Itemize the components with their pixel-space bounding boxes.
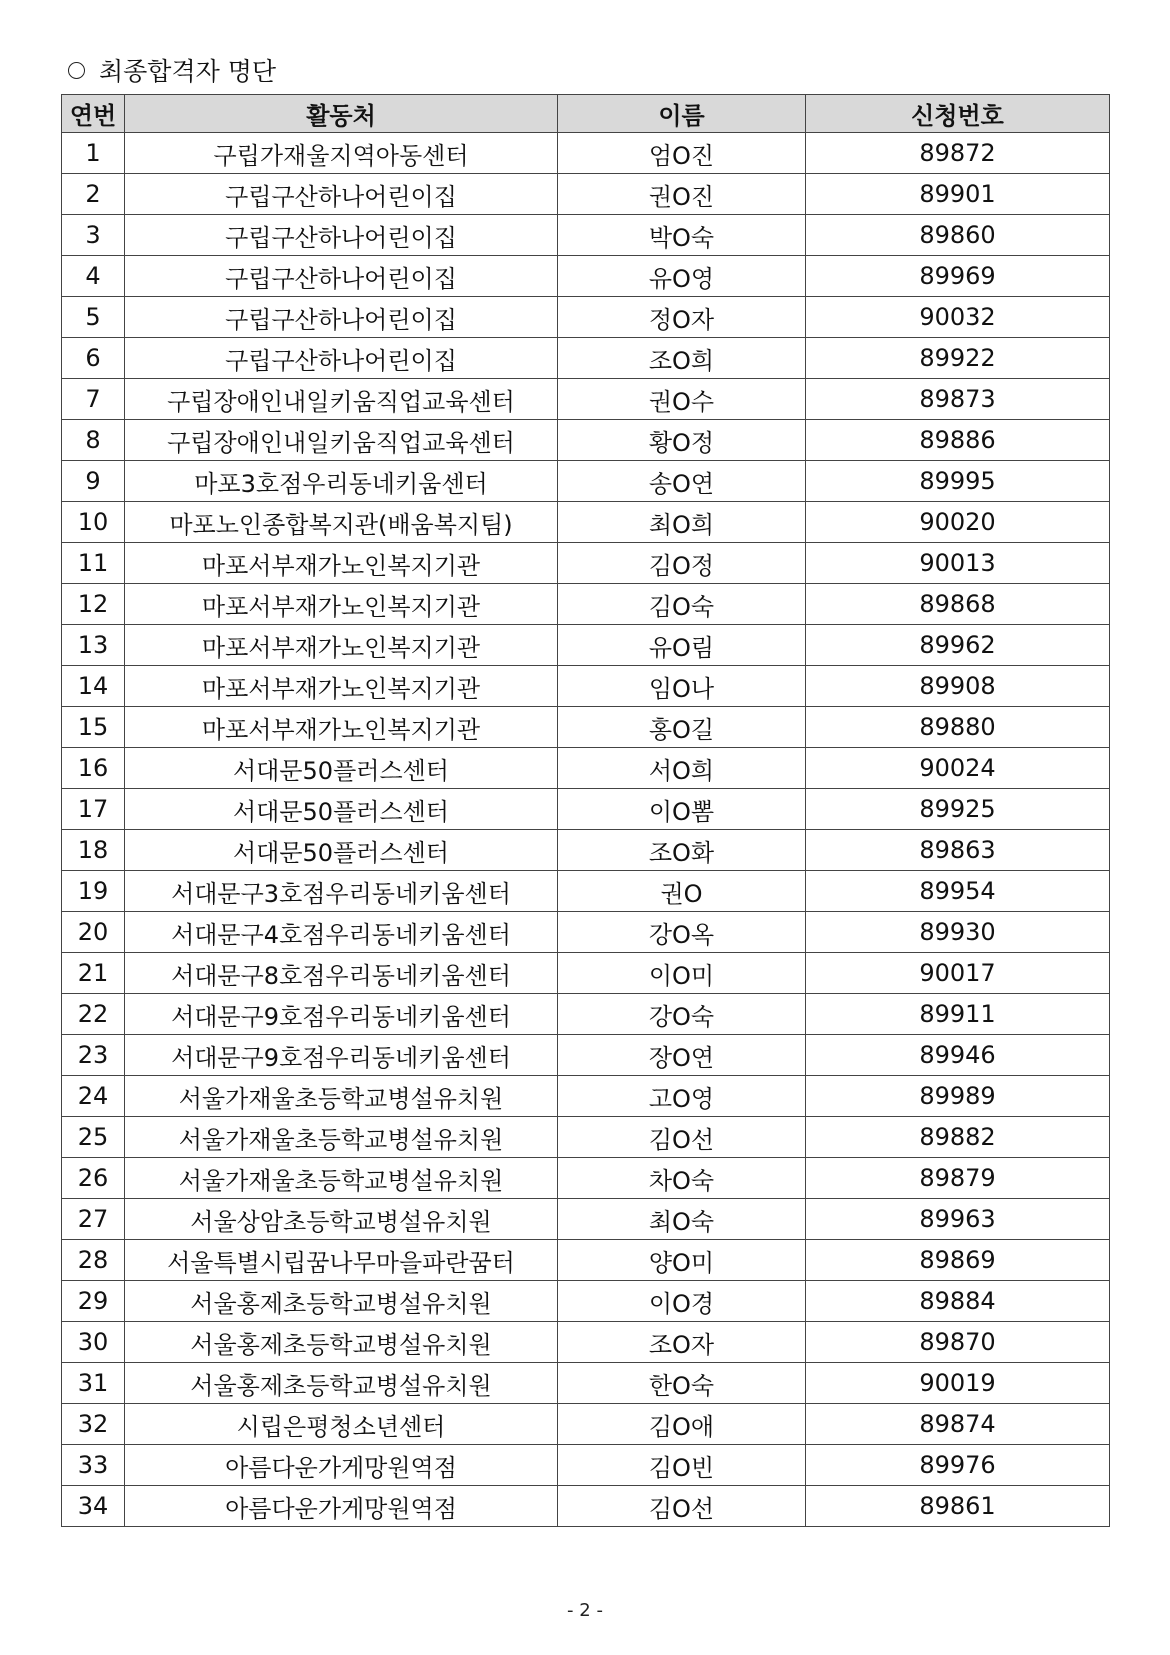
cell-name: 김O선 — [558, 1486, 806, 1527]
table-row — [62, 1445, 1110, 1486]
table-row — [62, 748, 1110, 789]
cell-name: 조O화 — [558, 830, 806, 871]
cell-name: 정O자 — [558, 297, 806, 338]
cell-number: 34 — [62, 1486, 125, 1527]
cell-name: 김O숙 — [558, 584, 806, 625]
cell-application-number: 89873 — [806, 379, 1110, 420]
cell-organization: 서대문50플러스센터 — [125, 789, 558, 830]
cell-number: 12 — [62, 584, 125, 625]
table-row — [62, 174, 1110, 215]
cell-organization: 서울가재울초등학교병설유치원 — [125, 1117, 558, 1158]
table-row — [62, 256, 1110, 297]
cell-name: 최O숙 — [558, 1199, 806, 1240]
cell-organization: 마포서부재가노인복지기관 — [125, 625, 558, 666]
table-row — [62, 953, 1110, 994]
cell-organization: 서울홍제초등학교병설유치원 — [125, 1281, 558, 1322]
cell-organization: 마포3호점우리동네키움센터 — [125, 461, 558, 502]
cell-organization: 구립장애인내일키움직업교육센터 — [125, 420, 558, 461]
cell-organization: 마포서부재가노인복지기관 — [125, 543, 558, 584]
cell-organization: 마포서부재가노인복지기관 — [125, 707, 558, 748]
cell-application-number: 89879 — [806, 1158, 1110, 1199]
cell-application-number: 90020 — [806, 502, 1110, 543]
cell-number: 16 — [62, 748, 125, 789]
cell-number: 2 — [62, 174, 125, 215]
cell-organization: 서대문구3호점우리동네키움센터 — [125, 871, 558, 912]
cell-number: 15 — [62, 707, 125, 748]
cell-application-number: 89884 — [806, 1281, 1110, 1322]
cell-organization: 마포서부재가노인복지기관 — [125, 584, 558, 625]
cell-application-number: 90024 — [806, 748, 1110, 789]
cell-organization: 시립은평청소년센터 — [125, 1404, 558, 1445]
cell-application-number: 89925 — [806, 789, 1110, 830]
table-row — [62, 1199, 1110, 1240]
cell-name: 장O연 — [558, 1035, 806, 1076]
cell-application-number: 89995 — [806, 461, 1110, 502]
cell-number: 3 — [62, 215, 125, 256]
cell-number: 1 — [62, 133, 125, 174]
final-list-table — [61, 94, 1110, 1527]
cell-organization: 구립구산하나어린이집 — [125, 174, 558, 215]
cell-number: 27 — [62, 1199, 125, 1240]
page-number: - 2 - — [567, 1600, 603, 1621]
cell-organization: 구립구산하나어린이집 — [125, 215, 558, 256]
table-row — [62, 789, 1110, 830]
cell-name: 강O옥 — [558, 912, 806, 953]
cell-number: 9 — [62, 461, 125, 502]
cell-application-number: 89863 — [806, 830, 1110, 871]
table-row — [62, 1035, 1110, 1076]
cell-application-number: 89886 — [806, 420, 1110, 461]
table-row — [62, 1117, 1110, 1158]
cell-organization: 마포노인종합복지관(배움복지팀) — [125, 502, 558, 543]
cell-name: 김O애 — [558, 1404, 806, 1445]
cell-application-number: 89868 — [806, 584, 1110, 625]
table-row — [62, 1240, 1110, 1281]
cell-application-number: 89946 — [806, 1035, 1110, 1076]
cell-organization: 서울홍제초등학교병설유치원 — [125, 1363, 558, 1404]
cell-application-number: 89963 — [806, 1199, 1110, 1240]
cell-number: 11 — [62, 543, 125, 584]
table-row — [62, 543, 1110, 584]
cell-application-number: 90017 — [806, 953, 1110, 994]
table-row — [62, 420, 1110, 461]
cell-application-number: 89976 — [806, 1445, 1110, 1486]
table-row — [62, 1486, 1110, 1527]
cell-application-number: 89861 — [806, 1486, 1110, 1527]
cell-application-number: 90019 — [806, 1363, 1110, 1404]
section-heading-text: 최종합격자 명단 — [99, 57, 276, 86]
table-header-row — [62, 95, 1110, 133]
cell-organization: 서울가재울초등학교병설유치원 — [125, 1158, 558, 1199]
cell-name: 김O선 — [558, 1117, 806, 1158]
cell-name: 양O미 — [558, 1240, 806, 1281]
cell-number: 29 — [62, 1281, 125, 1322]
table-row — [62, 707, 1110, 748]
cell-number: 14 — [62, 666, 125, 707]
table-row — [62, 871, 1110, 912]
cell-number: 22 — [62, 994, 125, 1035]
cell-name: 강O숙 — [558, 994, 806, 1035]
circle-bullet-icon — [68, 62, 85, 79]
section-heading — [68, 50, 276, 90]
table-row — [62, 1363, 1110, 1404]
cell-name: 권O — [558, 871, 806, 912]
cell-application-number: 89880 — [806, 707, 1110, 748]
cell-number: 24 — [62, 1076, 125, 1117]
cell-organization: 구립구산하나어린이집 — [125, 297, 558, 338]
cell-organization: 아름다운가게망원역점 — [125, 1486, 558, 1527]
cell-application-number: 89860 — [806, 215, 1110, 256]
cell-application-number: 89901 — [806, 174, 1110, 215]
cell-number: 30 — [62, 1322, 125, 1363]
cell-organization: 서대문구9호점우리동네키움센터 — [125, 1035, 558, 1076]
table-row — [62, 297, 1110, 338]
cell-number: 26 — [62, 1158, 125, 1199]
cell-name: 한O숙 — [558, 1363, 806, 1404]
table-row — [62, 912, 1110, 953]
table-row — [62, 215, 1110, 256]
cell-application-number: 89930 — [806, 912, 1110, 953]
table-row — [62, 1076, 1110, 1117]
cell-name: 유O영 — [558, 256, 806, 297]
cell-name: 송O연 — [558, 461, 806, 502]
table-row — [62, 1322, 1110, 1363]
table-row — [62, 1404, 1110, 1445]
table-row — [62, 1158, 1110, 1199]
table-body — [62, 133, 1110, 1527]
cell-name: 이O미 — [558, 953, 806, 994]
cell-application-number: 89870 — [806, 1322, 1110, 1363]
col-header-number: 연번 — [62, 95, 125, 133]
cell-number: 4 — [62, 256, 125, 297]
table-row — [62, 133, 1110, 174]
table-row — [62, 1281, 1110, 1322]
cell-name: 서O희 — [558, 748, 806, 789]
table-row — [62, 502, 1110, 543]
cell-organization: 서대문50플러스센터 — [125, 748, 558, 789]
cell-name: 박O숙 — [558, 215, 806, 256]
cell-name: 고O영 — [558, 1076, 806, 1117]
table-row — [62, 830, 1110, 871]
cell-application-number: 89882 — [806, 1117, 1110, 1158]
cell-number: 5 — [62, 297, 125, 338]
cell-organization: 서대문구9호점우리동네키움센터 — [125, 994, 558, 1035]
cell-organization: 구립가재울지역아동센터 — [125, 133, 558, 174]
cell-number: 7 — [62, 379, 125, 420]
cell-organization: 서대문50플러스센터 — [125, 830, 558, 871]
cell-application-number: 89908 — [806, 666, 1110, 707]
cell-application-number: 89922 — [806, 338, 1110, 379]
cell-number: 19 — [62, 871, 125, 912]
cell-organization: 서대문구8호점우리동네키움센터 — [125, 953, 558, 994]
cell-name: 김O정 — [558, 543, 806, 584]
col-header-application-number: 신청번호 — [806, 95, 1110, 133]
cell-number: 33 — [62, 1445, 125, 1486]
cell-organization: 구립장애인내일키움직업교육센터 — [125, 379, 558, 420]
table-row — [62, 994, 1110, 1035]
cell-number: 31 — [62, 1363, 125, 1404]
cell-organization: 서울상암초등학교병설유치원 — [125, 1199, 558, 1240]
cell-application-number: 89954 — [806, 871, 1110, 912]
cell-number: 20 — [62, 912, 125, 953]
cell-application-number: 89869 — [806, 1240, 1110, 1281]
cell-number: 21 — [62, 953, 125, 994]
cell-application-number: 90013 — [806, 543, 1110, 584]
cell-name: 조O자 — [558, 1322, 806, 1363]
cell-organization: 아름다운가게망원역점 — [125, 1445, 558, 1486]
cell-application-number: 89969 — [806, 256, 1110, 297]
cell-name: 유O림 — [558, 625, 806, 666]
cell-organization: 서울가재울초등학교병설유치원 — [125, 1076, 558, 1117]
cell-organization: 마포서부재가노인복지기관 — [125, 666, 558, 707]
cell-application-number: 90032 — [806, 297, 1110, 338]
cell-organization: 서대문구4호점우리동네키움센터 — [125, 912, 558, 953]
cell-application-number: 89872 — [806, 133, 1110, 174]
col-header-name: 이름 — [558, 95, 806, 133]
cell-name: 황O정 — [558, 420, 806, 461]
cell-number: 32 — [62, 1404, 125, 1445]
cell-name: 최O희 — [558, 502, 806, 543]
cell-organization: 서울특별시립꿈나무마을파란꿈터 — [125, 1240, 558, 1281]
cell-number: 18 — [62, 830, 125, 871]
cell-number: 23 — [62, 1035, 125, 1076]
table-row — [62, 461, 1110, 502]
cell-organization: 구립구산하나어린이집 — [125, 256, 558, 297]
cell-number: 10 — [62, 502, 125, 543]
cell-name: 엄O진 — [558, 133, 806, 174]
cell-name: 조O희 — [558, 338, 806, 379]
cell-application-number: 89989 — [806, 1076, 1110, 1117]
col-header-organization: 활동처 — [125, 95, 558, 133]
cell-name: 이O경 — [558, 1281, 806, 1322]
cell-application-number: 89911 — [806, 994, 1110, 1035]
cell-number: 6 — [62, 338, 125, 379]
table-row — [62, 584, 1110, 625]
cell-application-number: 89962 — [806, 625, 1110, 666]
table-row — [62, 666, 1110, 707]
cell-name: 차O숙 — [558, 1158, 806, 1199]
cell-application-number: 89874 — [806, 1404, 1110, 1445]
cell-organization: 구립구산하나어린이집 — [125, 338, 558, 379]
cell-number: 13 — [62, 625, 125, 666]
table-row — [62, 338, 1110, 379]
cell-number: 25 — [62, 1117, 125, 1158]
table-row — [62, 625, 1110, 666]
cell-name: 권O진 — [558, 174, 806, 215]
cell-organization: 서울홍제초등학교병설유치원 — [125, 1322, 558, 1363]
cell-name: 권O수 — [558, 379, 806, 420]
cell-number: 17 — [62, 789, 125, 830]
cell-name: 이O뽐 — [558, 789, 806, 830]
cell-name: 임O나 — [558, 666, 806, 707]
cell-number: 8 — [62, 420, 125, 461]
cell-number: 28 — [62, 1240, 125, 1281]
cell-name: 홍O길 — [558, 707, 806, 748]
table-row — [62, 379, 1110, 420]
cell-name: 김O빈 — [558, 1445, 806, 1486]
